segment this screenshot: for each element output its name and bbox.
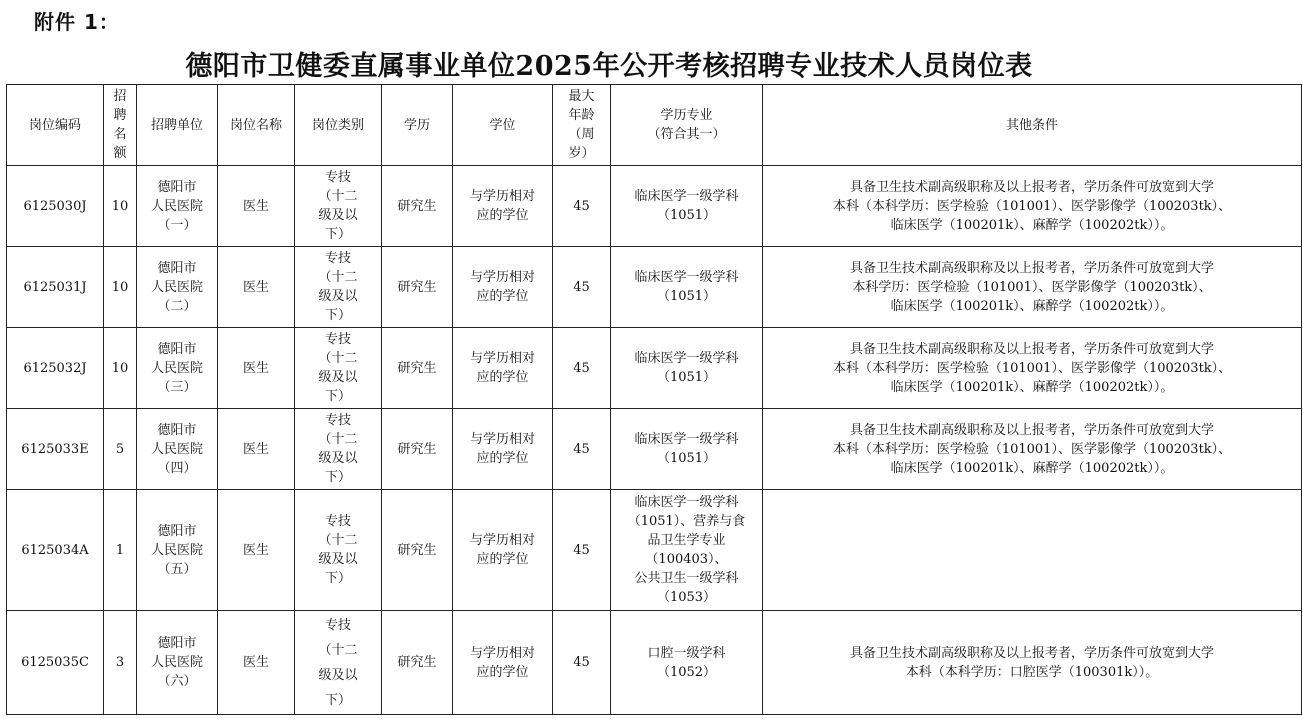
cell-line: 人民医院 bbox=[150, 279, 203, 295]
header-code: 岗位编码 bbox=[7, 85, 104, 166]
cell-line: 应的学位 bbox=[476, 208, 529, 223]
cell-line: 与学历相对 bbox=[469, 351, 535, 366]
cell-code: 6125035C bbox=[7, 611, 104, 715]
cell-line: 级及以 bbox=[318, 370, 358, 385]
cell-major bbox=[611, 409, 763, 490]
cell-degree bbox=[453, 328, 553, 409]
cell-line: 德阳市 bbox=[157, 341, 197, 357]
cell-line: 德阳市 bbox=[157, 523, 197, 539]
cell-line: 人民医院 bbox=[150, 542, 203, 558]
cell-line: （十二 bbox=[318, 189, 358, 204]
cell-age: 45 bbox=[553, 409, 611, 490]
cell-line: （四） bbox=[157, 460, 197, 476]
cell-line: 人民医院 bbox=[150, 360, 203, 376]
cell-line: 本科（本科学历：医学检验（101001）、医学影像学（100203tk）、 bbox=[832, 441, 1232, 457]
cell-line: 本科（本科学历：医学检验（101001）、医学影像学（100203tk）、 bbox=[832, 360, 1232, 376]
cell-line: （十二 bbox=[318, 642, 358, 658]
cell-line: 临床医学一级学科 bbox=[634, 432, 739, 447]
cell-line: 本科学历：医学检验（101001）、医学影像学（100203tk）、 bbox=[852, 279, 1212, 295]
cell-line: （1051）、营养与食 bbox=[627, 514, 746, 529]
cell-line: （十二 bbox=[318, 533, 358, 548]
cell-line: 与学历相对 bbox=[469, 533, 535, 548]
cell-line: 临床医学一级学科 bbox=[634, 351, 739, 366]
cell-line: 与学历相对 bbox=[469, 645, 535, 661]
cell-post-type bbox=[295, 611, 382, 715]
cell-degree bbox=[453, 166, 553, 247]
header-quota-line: 名 bbox=[113, 127, 127, 142]
cell-post-type bbox=[295, 490, 382, 611]
cell-line: 级及以 bbox=[318, 289, 358, 304]
cell-quota: 3 bbox=[104, 611, 137, 715]
cell-line: （一） bbox=[157, 217, 197, 233]
cell-age: 45 bbox=[553, 611, 611, 715]
cell-degree bbox=[453, 409, 553, 490]
cell-line: （1051） bbox=[656, 289, 717, 304]
cell-post-type bbox=[295, 247, 382, 328]
cell-other bbox=[763, 166, 1302, 247]
cell-major bbox=[611, 166, 763, 247]
cell-code: 6125032J bbox=[7, 328, 104, 409]
cell-line: （三） bbox=[157, 379, 197, 395]
cell-line: 具备卫生技术副高级职称及以上报考者，学历条件可放宽到大学 bbox=[849, 422, 1214, 438]
header-unit: 招聘单位 bbox=[137, 85, 218, 166]
cell-post-type bbox=[295, 328, 382, 409]
table-row bbox=[7, 409, 1302, 490]
cell-line: 具备卫生技术副高级职称及以上报考者，学历条件可放宽到大学 bbox=[849, 645, 1214, 661]
cell-degree bbox=[453, 611, 553, 715]
header-post-type: 岗位类别 bbox=[295, 85, 382, 166]
cell-unit bbox=[137, 611, 218, 715]
header-age-line: 年龄 bbox=[568, 108, 595, 123]
cell-line: 临床医学一级学科 bbox=[634, 495, 739, 510]
cell-line: 级及以 bbox=[318, 451, 358, 466]
cell-line: 临床医学一级学科 bbox=[634, 189, 739, 204]
cell-line: 下） bbox=[324, 692, 351, 708]
cell-age: 45 bbox=[553, 166, 611, 247]
header-quota-line: 招 bbox=[113, 89, 127, 104]
cell-line: 专技 bbox=[324, 332, 351, 347]
cell-unit bbox=[137, 328, 218, 409]
header-quota-line: 额 bbox=[113, 146, 127, 161]
cell-line: 具备卫生技术副高级职称及以上报考者，学历条件可放宽到大学 bbox=[849, 179, 1214, 195]
positions-table bbox=[6, 84, 1302, 715]
table-row bbox=[7, 490, 1302, 611]
header-degree: 学位 bbox=[453, 85, 553, 166]
cell-other bbox=[763, 409, 1302, 490]
cell-line: 具备卫生技术副高级职称及以上报考者，学历条件可放宽到大学 bbox=[849, 341, 1214, 357]
cell-code: 6125033E bbox=[7, 409, 104, 490]
header-quota-line: 聘 bbox=[113, 108, 127, 123]
cell-line: 临床医学（100201k）、麻醉学（100202tk））。 bbox=[890, 460, 1174, 476]
cell-code: 6125030J bbox=[7, 166, 104, 247]
cell-other bbox=[763, 247, 1302, 328]
cell-major bbox=[611, 490, 763, 611]
cell-line: （十二 bbox=[318, 351, 358, 366]
cell-line: （二） bbox=[157, 298, 197, 314]
cell-age: 45 bbox=[553, 328, 611, 409]
cell-line: 专技 bbox=[324, 413, 351, 428]
cell-line: （1052） bbox=[656, 664, 717, 680]
cell-education: 研究生 bbox=[382, 247, 453, 328]
cell-line: 与学历相对 bbox=[469, 432, 535, 447]
cell-line: 应的学位 bbox=[476, 552, 529, 567]
cell-degree bbox=[453, 490, 553, 611]
cell-line: （1051） bbox=[656, 370, 717, 385]
cell-post-name: 医生 bbox=[218, 247, 295, 328]
cell-education: 研究生 bbox=[382, 490, 453, 611]
cell-post-name: 医生 bbox=[218, 166, 295, 247]
cell-post-name: 医生 bbox=[218, 611, 295, 715]
cell-line: 临床医学一级学科 bbox=[634, 270, 739, 285]
cell-line: 下） bbox=[324, 227, 351, 242]
cell-code: 6125034A bbox=[7, 490, 104, 611]
attachment-label: 附件 1： bbox=[34, 10, 120, 34]
page-title: 德阳市卫健委直属事业单位2025年公开考核招聘专业技术人员岗位表 bbox=[185, 51, 1033, 82]
cell-line: 与学历相对 bbox=[469, 189, 535, 204]
cell-quota: 10 bbox=[104, 247, 137, 328]
cell-line: 人民医院 bbox=[150, 441, 203, 457]
cell-line: 应的学位 bbox=[476, 451, 529, 466]
header-major-line: （符合其一） bbox=[647, 127, 726, 142]
cell-line: 公共卫生一级学科 bbox=[634, 571, 739, 586]
cell-line: （十二 bbox=[318, 432, 358, 447]
header-education: 学历 bbox=[382, 85, 453, 166]
cell-major bbox=[611, 611, 763, 715]
cell-line: 口腔一级学科 bbox=[647, 645, 726, 661]
cell-unit bbox=[137, 409, 218, 490]
cell-post-type bbox=[295, 409, 382, 490]
cell-line: 品卫生学专业 bbox=[647, 533, 726, 548]
cell-line: 应的学位 bbox=[476, 664, 529, 680]
cell-line: 专技 bbox=[324, 251, 351, 266]
cell-quota: 10 bbox=[104, 328, 137, 409]
header-row bbox=[7, 85, 1302, 166]
cell-line: （1051） bbox=[656, 451, 717, 466]
cell-quota: 5 bbox=[104, 409, 137, 490]
header-major-line: 学历专业 bbox=[660, 108, 713, 123]
cell-line: 临床医学（100201k）、麻醉学（100202tk））。 bbox=[890, 217, 1174, 233]
cell-education: 研究生 bbox=[382, 328, 453, 409]
cell-quota: 1 bbox=[104, 490, 137, 611]
header-major bbox=[611, 85, 763, 166]
cell-education: 研究生 bbox=[382, 409, 453, 490]
cell-line: （1053） bbox=[656, 590, 717, 605]
header-age-line: 最大 bbox=[568, 89, 595, 104]
cell-line: 德阳市 bbox=[157, 260, 197, 276]
cell-line: 德阳市 bbox=[157, 179, 197, 195]
cell-line: 专技 bbox=[324, 170, 351, 185]
header-age-line: （周 bbox=[568, 127, 595, 142]
cell-education: 研究生 bbox=[382, 166, 453, 247]
header-other: 其他条件 bbox=[763, 85, 1302, 166]
cell-line: 临床医学（100201k）、麻醉学（100202tk））。 bbox=[890, 298, 1174, 314]
cell-line: 专技 bbox=[324, 617, 351, 633]
header-age-line: 岁） bbox=[568, 146, 595, 161]
cell-degree bbox=[453, 247, 553, 328]
cell-other bbox=[763, 611, 1302, 715]
cell-post-name: 医生 bbox=[218, 328, 295, 409]
cell-education: 研究生 bbox=[382, 611, 453, 715]
table-row bbox=[7, 328, 1302, 409]
cell-unit bbox=[137, 490, 218, 611]
cell-line: 下） bbox=[324, 571, 351, 586]
cell-unit bbox=[137, 247, 218, 328]
cell-major bbox=[611, 247, 763, 328]
cell-line: 级及以 bbox=[318, 208, 358, 223]
cell-line: 下） bbox=[324, 470, 351, 485]
cell-other bbox=[763, 328, 1302, 409]
cell-line: （100403）、 bbox=[645, 552, 728, 567]
cell-line: 专技 bbox=[324, 514, 351, 529]
cell-line: 具备卫生技术副高级职称及以上报考者，学历条件可放宽到大学 bbox=[849, 260, 1214, 276]
table-row bbox=[7, 247, 1302, 328]
header-post-name: 岗位名称 bbox=[218, 85, 295, 166]
cell-quota: 10 bbox=[104, 166, 137, 247]
cell-line: 德阳市 bbox=[157, 636, 197, 651]
cell-line: 下） bbox=[324, 389, 351, 404]
cell-post-type bbox=[295, 166, 382, 247]
cell-line: （五） bbox=[157, 561, 197, 577]
table-row bbox=[7, 166, 1302, 247]
cell-line: 级及以 bbox=[318, 552, 358, 567]
cell-line: 应的学位 bbox=[476, 289, 529, 304]
cell-code: 6125031J bbox=[7, 247, 104, 328]
cell-line: 人民医院 bbox=[150, 198, 203, 214]
cell-line: （1051） bbox=[656, 208, 717, 223]
cell-line: 本科（本科学历：口腔医学（100301k））。 bbox=[905, 664, 1159, 680]
cell-line: 与学历相对 bbox=[469, 270, 535, 285]
cell-line: 应的学位 bbox=[476, 370, 529, 385]
cell-line: 德阳市 bbox=[157, 422, 197, 438]
cell-unit bbox=[137, 166, 218, 247]
header-quota bbox=[104, 85, 137, 166]
cell-post-name: 医生 bbox=[218, 409, 295, 490]
cell-line: 下） bbox=[324, 308, 351, 323]
cell-line: 人民医院 bbox=[150, 655, 203, 670]
cell-age: 45 bbox=[553, 490, 611, 611]
cell-age: 45 bbox=[553, 247, 611, 328]
cell-line: 临床医学（100201k）、麻醉学（100202tk））。 bbox=[890, 379, 1174, 395]
table-row bbox=[7, 611, 1302, 715]
cell-line: 级及以 bbox=[318, 667, 358, 683]
cell-line: 本科（本科学历：医学检验（101001）、医学影像学（100203tk）、 bbox=[832, 198, 1232, 214]
cell-post-name: 医生 bbox=[218, 490, 295, 611]
cell-major bbox=[611, 328, 763, 409]
cell-line: （十二 bbox=[318, 270, 358, 285]
cell-line: （六） bbox=[157, 674, 197, 689]
header-max-age bbox=[553, 85, 611, 166]
cell-other bbox=[763, 490, 1302, 611]
